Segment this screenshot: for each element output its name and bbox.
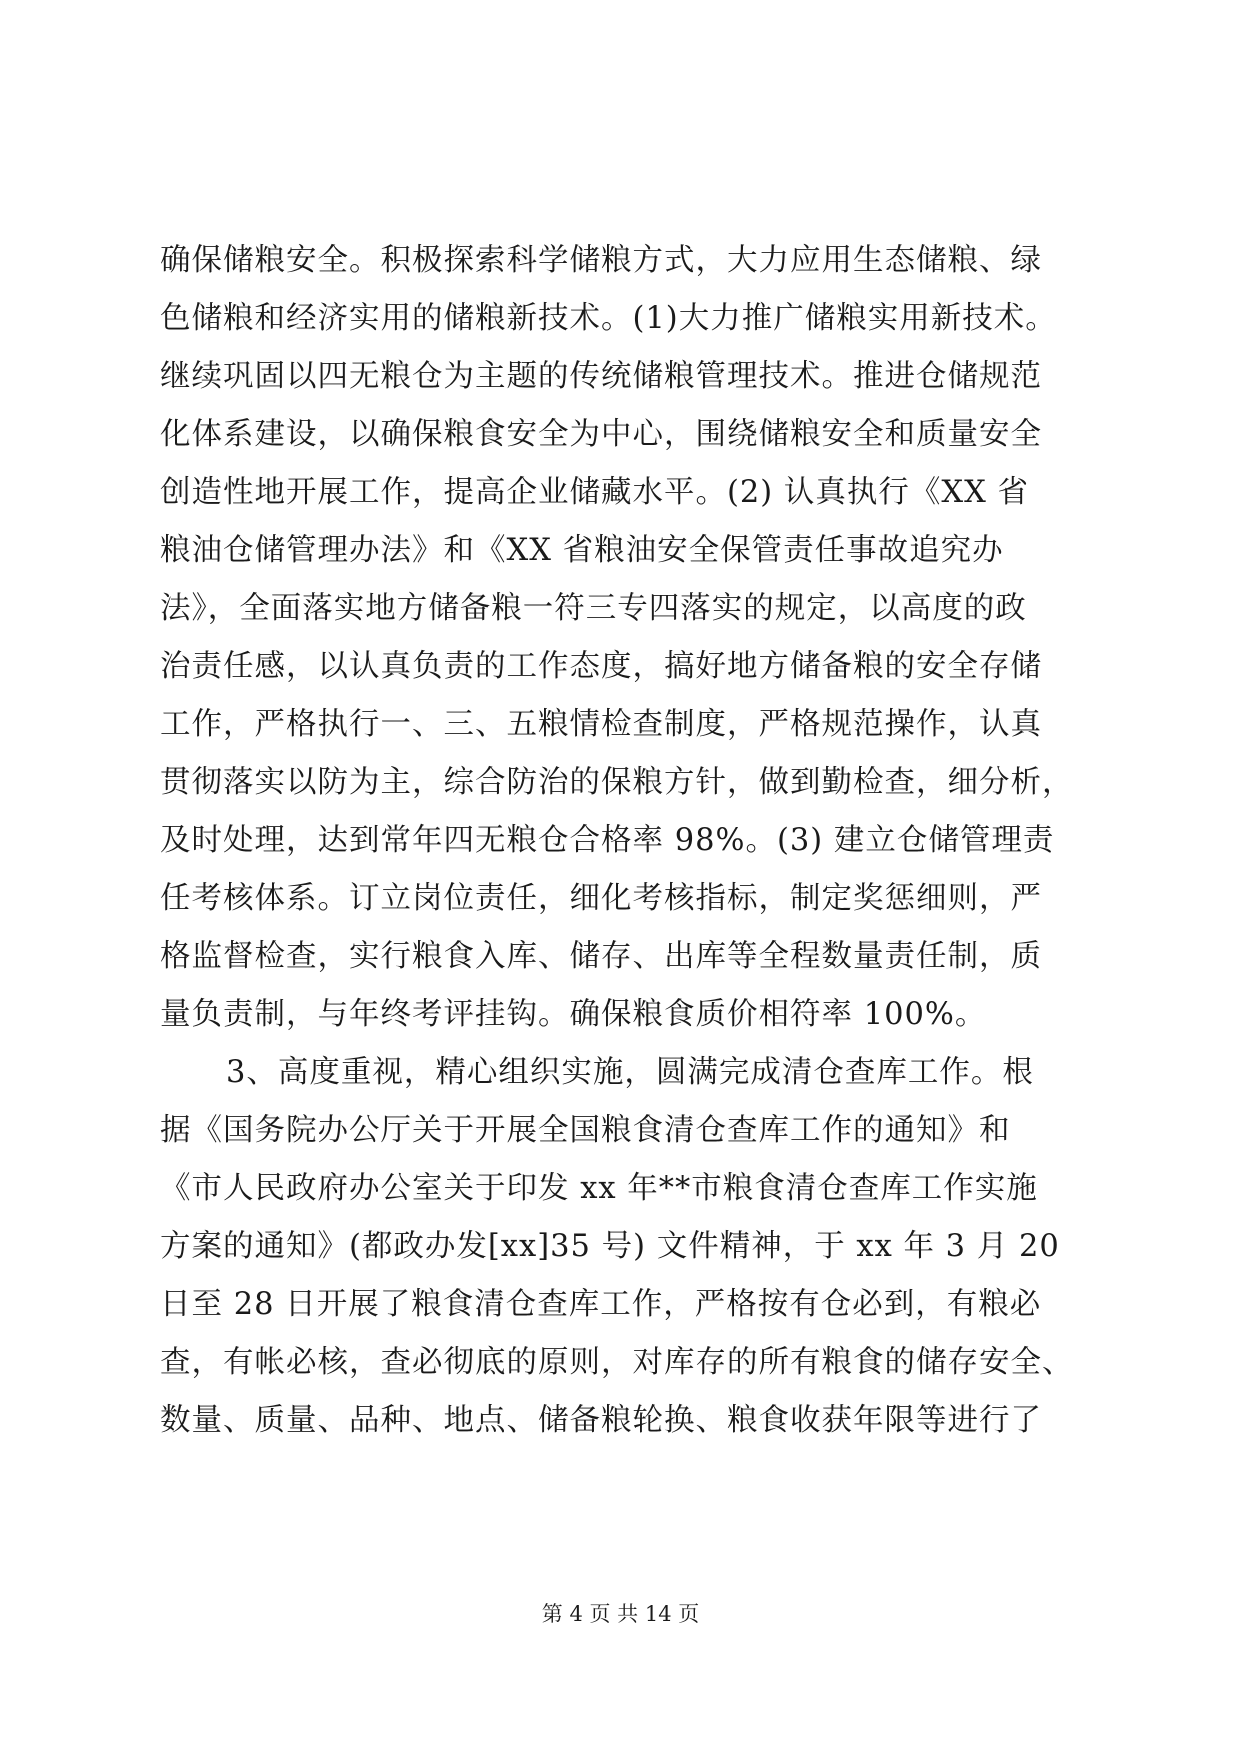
text-line: 化体系建设，以确保粮食安全为中心，围绕储粮安全和质量安全 (160, 417, 1042, 452)
text-line: 任考核体系。订立岗位责任，细化考核指标，制定奖惩细则，严 (160, 881, 1042, 916)
text-line: 《市人民政府办公室关于印发 xx 年**市粮食清仓查库工作实施 (160, 1171, 1038, 1206)
text-line: 方案的通知》(都政办发[xx]35 号) 文件精神，于 xx 年 3 月 20 (160, 1229, 1060, 1264)
text-line: 查，有帐必核，查必彻底的原则，对库存的所有粮食的储存安全、 (160, 1345, 1074, 1380)
text-line: 粮油仓储管理办法》和《XX 省粮油安全保管责任事故追究办 (160, 533, 1004, 568)
document-body (160, 232, 1120, 1450)
text-line: 色储粮和经济实用的储粮新技术。(1)大力推广储粮实用新技术。 (160, 301, 1057, 336)
text-line: 贯彻落实以防为主，综合防治的保粮方针，做到勤检查，细分析， (160, 765, 1074, 800)
text-line: 法》，全面落实地方储备粮一符三专四落实的规定，以高度的政 (160, 591, 1027, 626)
text-line: 治责任感，以认真负责的工作态度，搞好地方储备粮的安全存储 (160, 649, 1042, 684)
text-line: 日至 28 日开展了粮食清仓查库工作，严格按有仓必到，有粮必 (160, 1287, 1042, 1322)
text-line: 格监督检查，实行粮食入库、储存、出库等全程数量责任制，质 (160, 939, 1042, 974)
text-line: 及时处理，达到常年四无粮仓合格率 98%。(3) 建立仓储管理责 (160, 823, 1055, 858)
text-line: 确保储粮安全。积极探索科学储粮方式，大力应用生态储粮、绿 (160, 243, 1042, 278)
text-line: 创造性地开展工作，提高企业储藏水平。(2) 认真执行《XX 省 (160, 475, 1030, 510)
paragraph-start-line: 3、高度重视，精心组织实施，圆满完成清仓查库工作。根 (226, 1055, 1034, 1090)
text-line: 继续巩固以四无粮仓为主题的传统储粮管理技术。推进仓储规范 (160, 359, 1042, 394)
page-number-footer: 第 4 页 共 14 页 (541, 1602, 700, 1626)
text-line: 工作，严格执行一、三、五粮情检查制度，严格规范操作，认真 (160, 707, 1042, 742)
text-line: 数量、质量、品种、地点、储备粮轮换、粮食收获年限等进行了 (160, 1403, 1042, 1438)
text-line: 量负责制，与年终考评挂钩。确保粮食质价相符率 100%。 (160, 997, 987, 1032)
text-line: 据《国务院办公厅关于开展全国粮食清仓查库工作的通知》和 (160, 1113, 1011, 1148)
